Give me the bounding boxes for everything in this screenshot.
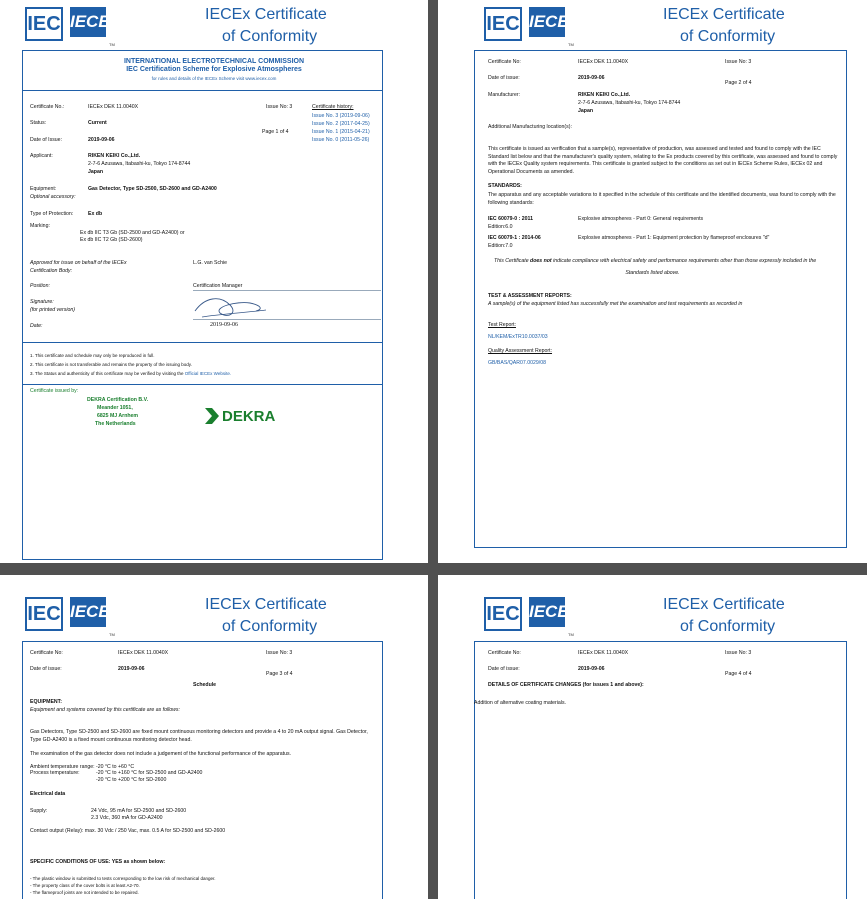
schedule-heading: Schedule [193, 682, 217, 688]
cert-no: IECEx DEK 11.0040X [578, 650, 629, 656]
manufacturer-label: Manufacturer: [488, 92, 521, 98]
doi-value: 2019-09-06 [578, 666, 605, 672]
disclaimer-line [494, 258, 816, 264]
certificate-title-line2: of Conformity [680, 28, 776, 45]
additional-locations: Additional Manufacturing location(s): [488, 124, 572, 130]
protection-value: Ex db [88, 211, 103, 217]
certificate-title-line1: IECEx Certificate [205, 596, 327, 613]
manufacturer-address: 2-7-6 Azusawa, Itabashi-ku, Tokyo 174-8744 [578, 100, 681, 106]
doi-value: 2019-09-06 [578, 75, 605, 81]
issuer-line: 6825 MJ Arnhem [97, 413, 139, 419]
org-title: INTERNATIONAL ELECTROTECHNICAL COMMISSION [123, 58, 305, 65]
issue-no: Issue No: 3 [266, 104, 293, 110]
certificate-page-3 [0, 575, 428, 899]
issue-no: Issue No: 3 [725, 59, 752, 65]
certificate-title-line2: of Conformity [222, 618, 318, 635]
position-label: Position: [30, 283, 50, 289]
contact-output: Contact output (Relay): max. 30 Vdc / 250 Vac, max. 0.5 A for SD-2500 and SD-2600 [30, 828, 226, 834]
rule [193, 290, 381, 291]
changes-title: DETAILS OF CERTIFICATE CHANGES (for issues 1 and above): [488, 682, 644, 688]
iecex-logo: IECEx [70, 7, 106, 37]
signature-note: (for printed version) [30, 307, 75, 313]
standard-code: IEC 60079-0 : 2011 [488, 216, 533, 222]
certificate-title-line2: of Conformity [680, 618, 776, 635]
test-report-label: Test Report: [488, 322, 516, 328]
trademark-mark: TM [109, 632, 115, 637]
iecex-logo: IECEx [529, 597, 565, 627]
doi-label: Date of issue: [488, 75, 520, 81]
cert-no-label: Certificate No: [488, 650, 521, 656]
test-reports-title: TEST & ASSESSMENT REPORTS: [488, 293, 572, 299]
condition-item: - The flameproof joints are not intended to be repaired. [30, 890, 139, 895]
doi-value: 2019-09-06 [118, 666, 145, 672]
page-frame [474, 641, 847, 899]
page-number: Page 2 of 4 [725, 80, 752, 86]
dekra-chevron-icon [205, 408, 219, 424]
status-value: Current [88, 120, 107, 126]
issue-no: Issue No: 3 [725, 650, 752, 656]
iecex-logo: IECEx [529, 7, 565, 37]
trademark-mark: TM [568, 632, 574, 637]
signature-label: Signature: [30, 299, 54, 305]
certificate-page-1 [0, 0, 428, 563]
divider [22, 342, 382, 343]
cert-no-label: Certificate No: [30, 650, 63, 656]
certificate-title-line1: IECEx Certificate [205, 6, 327, 23]
condition-item: - The plastic window is submitted to tests corresponding to the low risk of mechanical danger. [30, 876, 216, 881]
issued-by-label: Certificate issued by: [30, 388, 79, 394]
standard-edition: Edition:7.0 [488, 243, 513, 249]
standards-intro: The apparatus and any acceptable variations to it specified in the schedule of this certificate and the identified documents, was found to comply with the following standards: [488, 192, 836, 206]
doi-label: Date of issue: [30, 666, 62, 672]
history-item[interactable]: Issue No. 3 (2019-09-06) [312, 113, 370, 119]
qar-link[interactable]: GB/BAS/QAR07.0029/08 [488, 360, 546, 366]
process-temperature: -20 °C to +160 °C for SD-2500 and GD-A2400 [96, 770, 203, 776]
iec-logo: IEC [25, 597, 63, 631]
position-value: Certification Manager [193, 283, 243, 289]
verification-paragraph: This certificate is issued as verification that a sample(s), representative of production, was assessed and tested and found to comply with the IEC Standard list below and that the manufacturer's quality system, relating to the Ex products covered by this certificate, was assessed and found to comply with the IECEx Quality system requirements. This certificate is granted subject to the conditions as set out in IECEx Scheme Rules, IECEx 02 and Operational Documents as amended. [488, 146, 838, 175]
scheme-rules: for rules and details of the IECEx Scheme visit www.iecex.com [151, 76, 277, 81]
disclaimer-text: This Certificate [494, 258, 531, 264]
cert-no-label: Certificate No: [488, 59, 521, 65]
rule [193, 319, 381, 320]
status-label: Status: [30, 120, 47, 126]
standard-code: IEC 60079-1 : 2014-06 [488, 235, 541, 241]
changes-text: Addition of alternative coating materials. [474, 700, 566, 706]
process-temperature-label: Process temperature: [30, 770, 80, 776]
process-temperature: -20 °C to +200 °C for SD-2600 [96, 777, 167, 783]
note: 1. This certificate and schedule may only be reproduced in full. [30, 353, 155, 358]
page-number: Page 4 of 4 [725, 671, 752, 677]
equipment-value: Gas Detector, Type SD-2500, SD-2600 and GD-A2400 [88, 186, 217, 192]
manufacturer-country: Japan [578, 108, 593, 114]
issuer-line: Meander 1051, [97, 405, 133, 411]
page-number: Page 3 of 4 [266, 671, 293, 677]
certificate-page-2 [438, 0, 867, 563]
equipment-label: Equipment: [30, 186, 57, 192]
trademark-mark: TM [109, 42, 115, 47]
specific-conditions-title: SPECIFIC CONDITIONS OF USE: YES as shown below: [30, 859, 166, 865]
dekra-logo-text: DEKRA [222, 408, 276, 425]
note-verify [30, 371, 231, 376]
standards-title: STANDARDS: [488, 183, 522, 189]
cert-no: IECEx DEK 11.0040X [118, 650, 169, 656]
standard-description: Explosive atmospheres - Part 1: Equipment protection by flameproof enclosures "d" [578, 235, 770, 241]
approver-name: L.G. van Schie [193, 260, 228, 266]
qar-label: Quality Assessment Report: [488, 348, 553, 354]
issuer-line: DEKRA Certification B.V. [87, 397, 149, 403]
applicant-label: Applicant: [30, 153, 53, 159]
note: 2. This certificate is not transferable and remains the property of the issuing body. [30, 362, 192, 367]
divider [22, 90, 382, 91]
standard-description: Explosive atmospheres - Part 0: General requirements [578, 216, 704, 222]
iec-logo: IEC [484, 597, 522, 631]
marking-line: Ex db IIC T3 Gb (SD-2500 and GD-A2400) or [80, 230, 185, 236]
divider [22, 384, 382, 385]
applicant-name: RIKEN KEIKI Co.,Ltd. [88, 153, 141, 159]
applicant-address: 2-7-6 Azusawa, Itabashi-ku, Tokyo 174-8744 [88, 161, 191, 167]
certificate-title-line1: IECEx Certificate [663, 596, 785, 613]
date-value: 2019-09-06 [210, 322, 238, 328]
equipment-description: Gas Detectors, Type SD-2500 and SD-2600 are fixed mount continuous monitoring detectors and provide a 4 to 20 mA output signal. Gas Detector, Type GD-A2400 is a fixed mount continuous monitoring detector head. [30, 729, 368, 743]
test-reports-text: A sample(s) of the equipment listed has successfully met the examination and test requirements as recorded in [488, 301, 743, 307]
date-label: Date: [30, 323, 43, 329]
cert-no: IECEx DEK 11.0040X [88, 104, 139, 110]
cert-no-label: Certificate No.: [30, 104, 65, 110]
certificate-title-line1: IECEx Certificate [663, 6, 785, 23]
condition-item: - The property class of the cover bolts is at least A2-70. [30, 883, 140, 888]
supply-label: Supply: [30, 808, 48, 814]
doi-value: 2019-09-06 [88, 137, 115, 143]
iec-logo: IEC [484, 7, 522, 41]
scheme-title: IEC Certification Scheme for Explosive Atmospheres [126, 66, 302, 73]
issuer-line: The Netherlands [95, 421, 136, 427]
page-number: Page 1 of 4 [262, 129, 289, 135]
test-report-link[interactable]: NL/KEM/ExTR10.0037/03 [488, 334, 548, 340]
manufacturer-name: RIKEN KEIKI Co.,Ltd. [578, 92, 631, 98]
disclaimer-text: indicate compliance with electrical safety and performance requirements other than those expressly included in the [551, 258, 817, 264]
marking-line: Ex db IIC T2 Gb (SD-2600) [80, 237, 143, 243]
certificate-title-line2: of Conformity [222, 28, 318, 45]
iecex-website-link[interactable]: Official IECEx Website. [184, 371, 232, 376]
history-item[interactable]: Issue No. 2 (2017-04-25) [312, 121, 370, 127]
trademark-mark: TM [568, 42, 574, 47]
applicant-country: Japan [88, 169, 103, 175]
electrical-data-title: Electrical data [30, 791, 66, 797]
equipment-subtitle: Equipment and systems covered by this certificate are as follows: [30, 707, 180, 713]
optional-accessory-label: Optional accessory: [30, 194, 76, 200]
history-item[interactable]: Issue No. 0 (2011-05-26) [312, 137, 370, 143]
cert-no: IECEx DEK 11.0040X [578, 59, 629, 65]
doi-label: Date of issue: [488, 666, 520, 672]
protection-label: Type of Protection: [30, 211, 74, 217]
iecex-logo: IECEx [70, 597, 106, 627]
approved-line1: Approved for issue on behalf of the IECEx [30, 260, 127, 266]
disclaimer-line2: Standards listed above. [625, 270, 680, 276]
issue-no: Issue No: 3 [266, 650, 293, 656]
equipment-title: EQUIPMENT: [30, 699, 62, 705]
disclaimer-emphasis: does not [530, 258, 552, 264]
history-item[interactable]: Issue No. 1 (2015-04-21) [312, 129, 370, 135]
examination-note: The examination of the gas detector does not include a judgement of the functional performance of the apparatus. [30, 751, 291, 757]
note-text: 3. The Status and authenticity of this certificate may be verified by visiting the [30, 371, 185, 376]
supply-value: 2.3 Vdc, 360 mA for GD-A2400 [91, 815, 163, 821]
doi-label: Date of Issue: [30, 137, 63, 143]
history-title: Certificate history: [312, 104, 354, 110]
standard-edition: Edition:6.0 [488, 224, 513, 230]
iec-logo: IEC [25, 7, 63, 41]
marking-label: Marking: [30, 223, 50, 229]
certificate-page-4 [438, 575, 867, 899]
approved-line2: Certification Body: [30, 268, 73, 274]
ambient-temperature: Ambient temperature range: -20 °C to +60 °C [30, 764, 135, 770]
supply-value: 24 Vdc, 95 mA for SD-2500 and SD-2600 [91, 808, 187, 814]
